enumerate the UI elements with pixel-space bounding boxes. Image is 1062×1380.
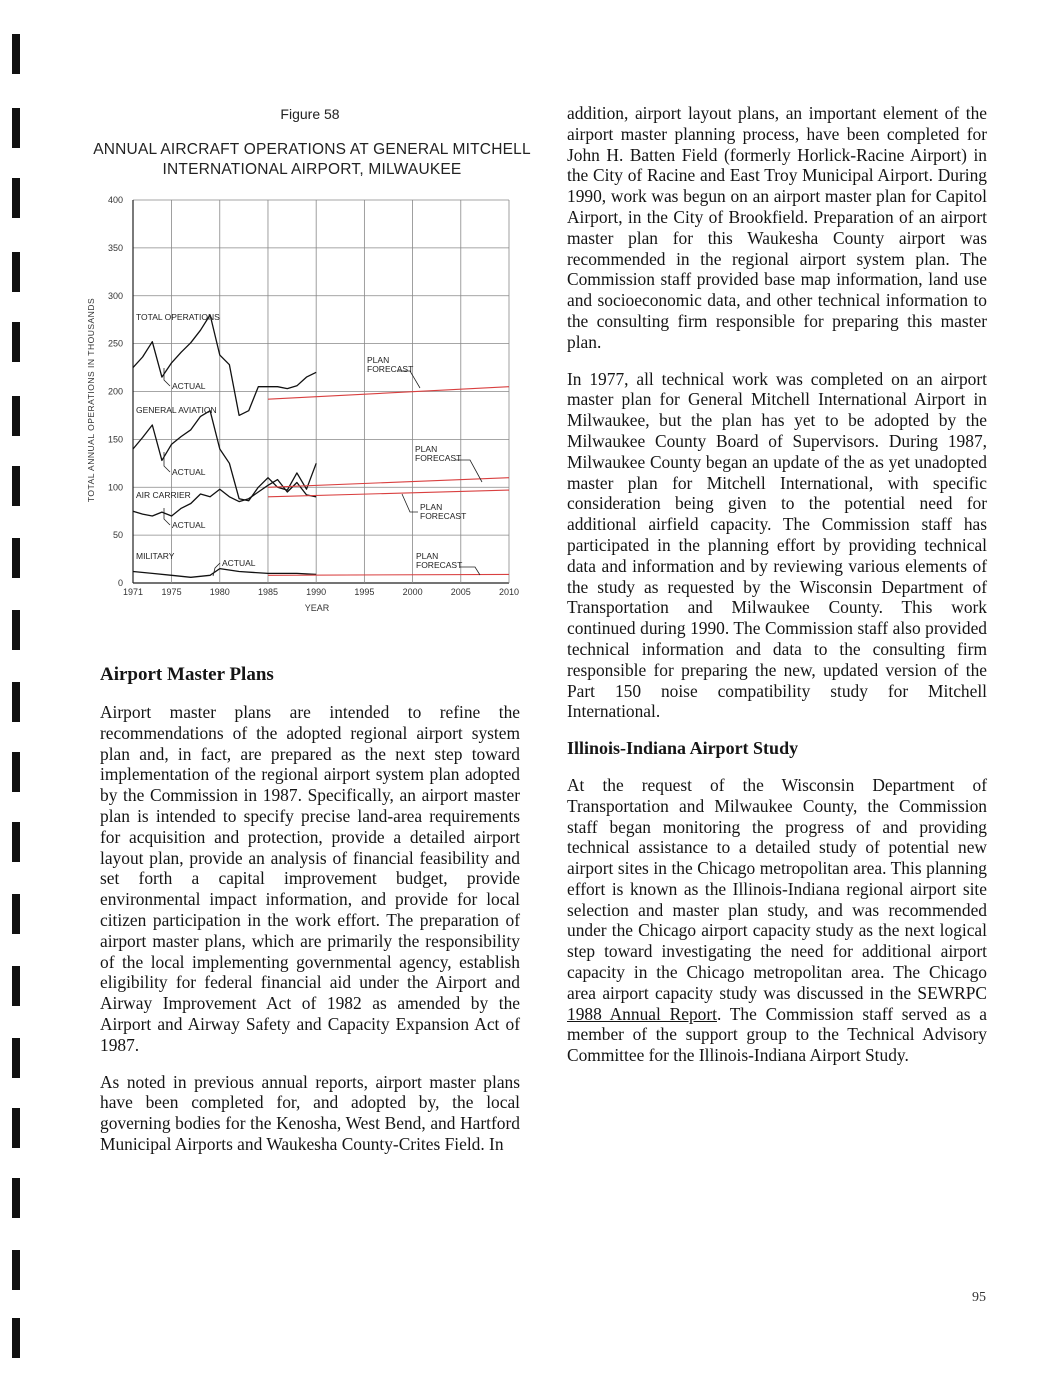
x-tick-label: 1990	[306, 587, 327, 597]
figure-label: Figure 58	[280, 106, 340, 122]
annotation-leader	[402, 494, 418, 512]
binding-mark	[12, 1038, 20, 1078]
general-aviation-plan-forecast-line	[268, 478, 509, 488]
section-heading-airport-master-plans: Airport Master Plans	[100, 664, 274, 685]
paragraph-text: At the request of the Wisconsin Department of Transportation and Milwaukee County, the Commission staff began monitoring the progress of and providing technical assistance to a detailed study of potential new airport sites in the Chicago metropolitan area. This planning effort is known as the Illinois-Indiana regional airport site selection and master plan study, and was recommended under the Chicago airport capacity study as the next logical step toward investigating the need for additional airport capacity in the Chicago metropolitan area. The Chicago area airport capacity study was discussed in the SEWRPC	[567, 774, 987, 1003]
y-tick-label: 400	[107, 195, 123, 205]
section-heading-illinois-indiana: Illinois-Indiana Airport Study	[567, 738, 799, 759]
chart-annotation: ACTUAL	[172, 467, 206, 477]
y-tick-label: 300	[107, 290, 123, 301]
y-tick-label: 250	[107, 338, 123, 349]
chart-annotation: MILITARY	[136, 551, 175, 561]
chart-annotation: ACTUAL	[172, 520, 206, 530]
paragraph: addition, airport layout plans, an important element of the airport master planning process, have been completed for John H. Batten Field (formerly Horlick-Racine Airport) in the City of Racine and East Troy Municipal Airport. During 1990, work was begun on an airport master plan for Capitol Airport, in the City of Brookfield. Preparation of an airport master plan for this Waukesha County airport was recommended in the regional airport system plan. The Commission staff provided base map information, land use and socioeconomic data, and other technical information to the consulting firm responsible for preparing this master plan.	[567, 103, 987, 352]
x-tick-label: 2000	[402, 587, 423, 597]
y-tick-label: 350	[107, 242, 123, 253]
chart-series	[133, 315, 509, 577]
paragraph	[567, 775, 987, 1066]
x-axis-label: YEAR	[304, 603, 330, 613]
paragraph-text: . The Commission staff served as a member of the support group to the Technical Advisory Committee for the Illinois-Indiana Airport Study.	[567, 1003, 987, 1066]
x-tick-label: 1995	[354, 587, 375, 597]
x-tick-label: 1980	[209, 587, 230, 597]
paragraph: In 1977, all technical work was completed on an airport master plan for General Mitchell International Airport in Milwaukee, but the plan has yet to be adopted by the Milwaukee County Board of Supervisors. During 1987, Milwaukee County began an update of the as yet unadopted master plan for Mitchell International, with specific consideration being given to the potential need for additional airfield capacity. The Commission staff has participated in the planning effort by providing technical data and information and by reviewing various elements of the study as requested by the Wisconsin Department of Transportation and Milwaukee County. This work continued during 1990. The Commission staff also provided technical information and data to the consulting firm responsible for preparing the new, updated version of the Part 150 noise compatibility study for Mitchell International.	[567, 368, 987, 722]
binding-mark	[12, 1250, 20, 1290]
paragraph: Airport master plans are intended to refine the recommendations of the adopted regional airport system plan and, in fact, are prepared as the next step toward implementation of the regional airport system plan adopted by the Commission in 1987. Specifically, an airport master plan is intended to specify precise land-area requirements for acquisition and protection, provide a detailed airport layout plan, provide an analysis of financial feasibility and set forth a capital improvement budget, provide environmental impact information, and provide for local citizen participation in the work effort. The preparation of airport master plans, which are primarily the responsibility of the local implementing governmental agency, establish eligibility for federal financial aid under the Airport and Airway Improvement Act of 1982 as amended by the Airport and Airway Safety and Capacity Expansion Act of 1987.	[100, 702, 520, 1055]
chart-annotations	[136, 312, 482, 576]
y-tick-label: 200	[107, 386, 123, 397]
chart-annotation: ACTUAL	[172, 381, 206, 391]
chart-annotation: ACTUAL	[222, 558, 256, 568]
left-column	[100, 702, 520, 1171]
chart-annotation: GENERAL AVIATION	[136, 405, 217, 415]
binding-mark	[12, 538, 20, 578]
annotation-leader	[460, 567, 480, 575]
y-tick-label: 50	[112, 530, 123, 541]
military-plan-forecast-line	[268, 574, 509, 575]
chart-annotation: PLAN FORECAST	[416, 551, 463, 570]
binding-mark	[12, 396, 20, 436]
chart-annotation: AIR CARRIER	[136, 490, 191, 500]
binding-mark	[12, 894, 20, 934]
x-tick-label: 1985	[257, 587, 278, 597]
figure-title: ANNUAL AIRCRAFT OPERATIONS AT GENERAL MITCHELL INTERNATIONAL AIRPORT, MILWAUKEE	[93, 141, 531, 178]
binding-mark	[12, 610, 20, 650]
binding-mark	[12, 252, 20, 292]
binding-mark	[12, 34, 20, 74]
operations-chart	[80, 190, 530, 630]
report-title: 1988 Annual Report	[567, 1003, 717, 1024]
binding-mark	[12, 322, 20, 362]
x-tick-label: 1975	[161, 587, 182, 597]
chart-annotation: PLAN FORECAST	[420, 502, 467, 521]
binding-mark	[12, 466, 20, 506]
x-tick-label: 2005	[450, 587, 471, 597]
paragraph: As noted in previous annual reports, airport master plans have been completed for, and adopted by, the local governing bodies for the Kenosha, West Bend, and Hartford Municipal Airports and Waukesha County-Crites Field. In	[100, 1071, 520, 1154]
operations-chart-svg	[80, 190, 530, 630]
binding-mark	[12, 682, 20, 722]
total-operations-plan-forecast-line	[268, 387, 509, 400]
chart-annotation: PLAN FORECAST	[415, 444, 462, 463]
binding-mark	[12, 752, 20, 792]
binding-mark	[12, 178, 20, 218]
binding-mark	[12, 1318, 20, 1358]
y-tick-label: 0	[117, 578, 123, 588]
total-operations-line	[133, 315, 316, 416]
binding-mark	[12, 1108, 20, 1148]
y-tick-label: 100	[107, 482, 123, 493]
military-line	[133, 569, 316, 578]
binding-mark	[12, 1178, 20, 1218]
chart-annotation: TOTAL OPERATIONS	[136, 312, 220, 322]
x-tick-label: 1971	[122, 587, 144, 597]
binding-mark	[12, 108, 20, 148]
chart-annotation: PLAN FORECAST	[367, 355, 414, 374]
y-tick-label: 150	[107, 434, 123, 445]
annotation-leader	[164, 508, 170, 525]
right-column	[567, 103, 987, 1082]
y-axis-label: TOTAL ANNUAL OPERATIONS IN THOUSANDS	[86, 297, 96, 503]
x-tick-label: 2010	[498, 587, 520, 597]
chart-ticks	[108, 195, 519, 597]
binding-mark	[12, 822, 20, 862]
page-number: 95	[972, 1290, 986, 1305]
binding-mark	[12, 966, 20, 1006]
